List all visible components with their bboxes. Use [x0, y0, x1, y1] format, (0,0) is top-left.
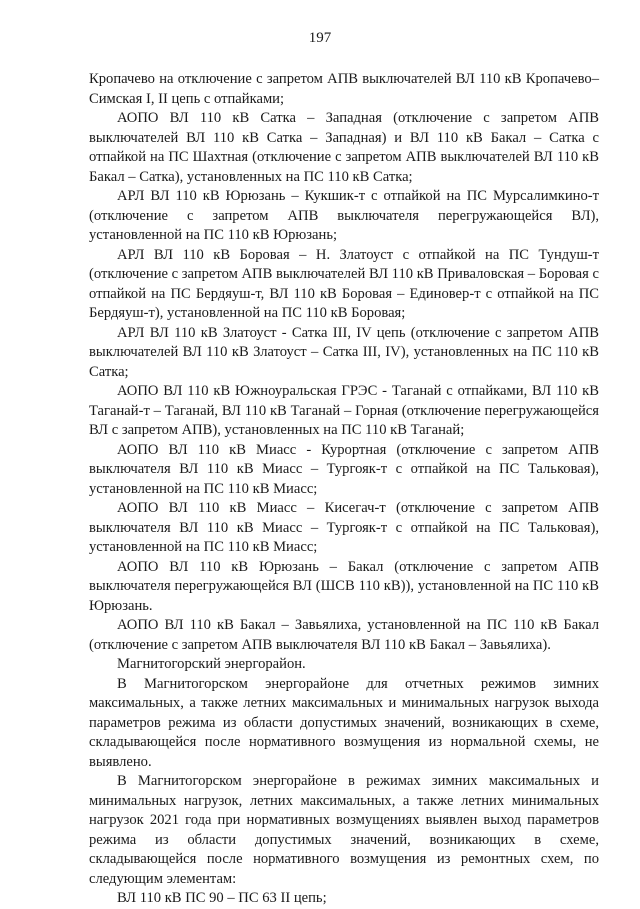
- page-number: 197: [308, 30, 332, 46]
- paragraph: АОПО ВЛ 110 кВ Миасс - Курортная (отключение с запретом АПВ выключателя ВЛ 110 кВ Миасс – Тургояк-т с отпайкой на ПС Тальковая), установленной на ПС 110 кВ Миасс;: [89, 441, 599, 497]
- document-body: [89, 70, 599, 909]
- paragraph: Кропачево на отключение с запретом АПВ выключателей ВЛ 110 кВ Кропачево–Симская I, II цепь с отпайками;: [89, 71, 599, 107]
- paragraph: АОПО ВЛ 110 кВ Южноуральская ГРЭС - Таганай с отпайками, ВЛ 110 кВ Таганай-т – Таганай, ВЛ 110 кВ Таганай – Горная (отключение перегружающейся ВЛ с запретом АПВ), установленных на ПС 110 кВ Таганай;: [89, 383, 599, 438]
- paragraph: АРЛ ВЛ 110 кВ Юрюзань – Кукшик-т с отпайкой на ПС Мурсалимкино-т (отключение с запретом АПВ выключателя перегружающейся ВЛ), установленной на ПС 110 кВ Юрюзань;: [89, 188, 599, 243]
- paragraph: ВЛ 110 кВ ПС 90 – ПС 63 II цепь;: [117, 890, 327, 906]
- paragraph: В Магнитогорском энергорайоне в режимах зимних максимальных и минимальных нагрузок, летних максимальных, а также летних минимальных нагрузок 2021 года при нормативных возмущениях выявлен выход параметров режима из области допустимых значений, возникающих в схеме, складывающейся после нормативного возмущения из ремонтных схем, по следующим элементам:: [89, 773, 599, 887]
- paragraph: Магнитогорский энергорайон.: [117, 656, 306, 672]
- paragraph: АОПО ВЛ 110 кВ Юрюзань – Бакал (отключение с запретом АПВ выключателя перегружающейся ВЛ (ШСВ 110 кВ)), установленной на ПС 110 кВ Юрюзань.: [89, 558, 599, 614]
- paragraph: АРЛ ВЛ 110 кВ Златоуст - Сатка III, IV цепь (отключение с запретом АПВ выключателей ВЛ 110 кВ Златоуст – Сатка III, IV), установленных на ПС 110 кВ Сатка;: [89, 324, 599, 380]
- paragraph: АОПО ВЛ 110 кВ Бакал – Завьялиха, установленной на ПС 110 кВ Бакал (отключение с запретом АПВ выключателя ВЛ 110 кВ Бакал – Завьялиха).: [89, 617, 599, 653]
- paragraph: В Магнитогорском энергорайоне для отчетных режимов зимних максимальных, а также летних максимальных и минимальных нагрузок выхода параметров режима из области допустимых значений, возникающих в схеме, складывающейся после нормативного возмущения из нормальной схемы, не выявлено.: [89, 675, 599, 770]
- paragraph: АОПО ВЛ 110 кВ Миасс – Кисегач-т (отключение с запретом АПВ выключателя ВЛ 110 кВ Миасс – Тургояк-т с отпайкой на ПС Тальковая), установленной на ПС 110 кВ Миасс;: [89, 500, 599, 555]
- paragraph: АОПО ВЛ 110 кВ Сатка – Западная (отключение с запретом АПВ выключателей ВЛ 110 кВ Сатка – Западная) и ВЛ 110 кВ Бакал – Сатка с отпайкой на ПС Шахтная (отключение с запретом АПВ выключателей ВЛ 110 кВ Бакал – Сатка), установленных на ПС 110 кВ Сатка;: [89, 110, 599, 185]
- paragraph: АРЛ ВЛ 110 кВ Боровая – Н. Златоуст с отпайкой на ПС Тундуш-т (отключение с запретом АПВ выключателей ВЛ 110 кВ Приваловская – Боровая с отпайкой на ПС Бердяуш-т, ВЛ 110 кВ Боровая – Единовер-т с отпайкой на ПС Бердяуш-т), установленной на ПС 110 кВ Боровая;: [89, 246, 599, 321]
